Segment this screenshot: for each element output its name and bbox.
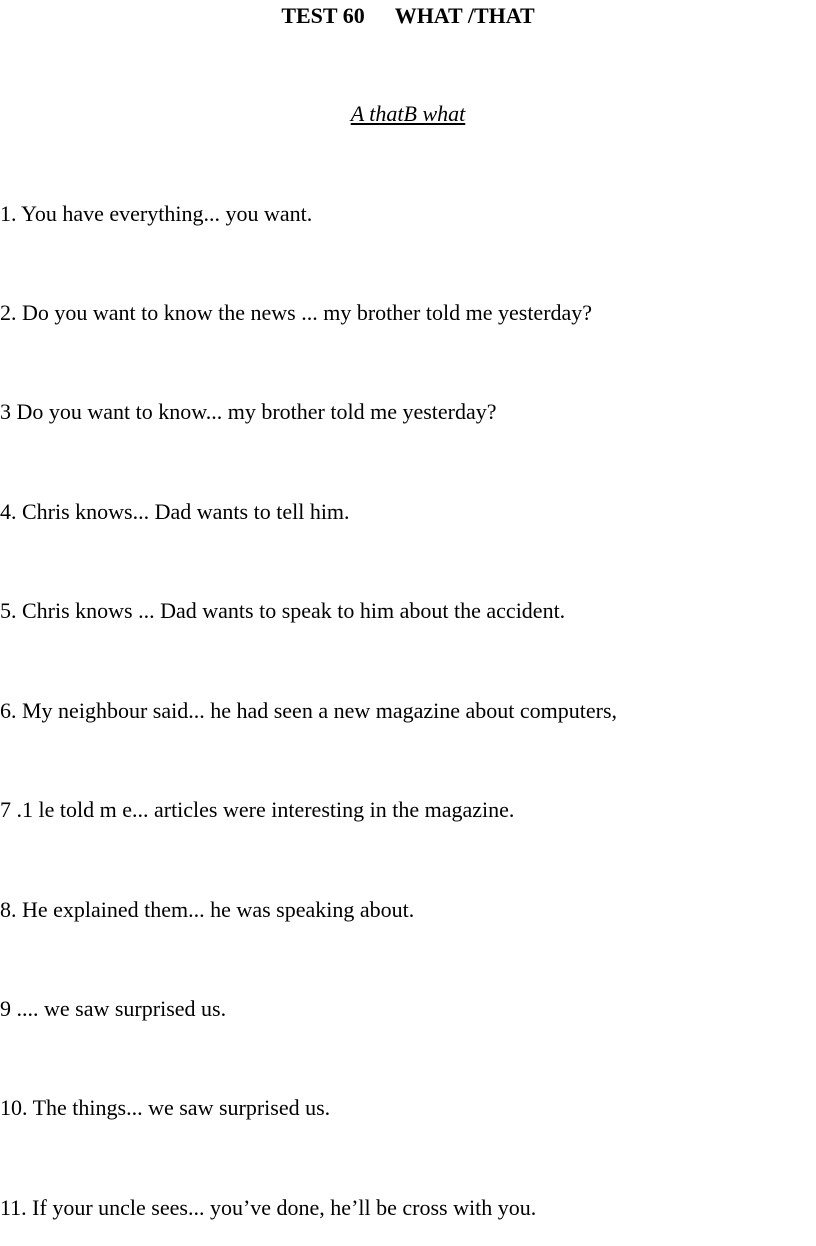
question-11: 11. If your uncle sees... you’ve done, he’ll be cross with you. xyxy=(0,1195,537,1220)
question-10: 10. The things... we saw surprised us. xyxy=(0,1095,331,1120)
question-3: 3 Do you want to know... my brother told me yesterday? xyxy=(0,399,497,424)
answer-options: A thatB what xyxy=(350,101,466,126)
question-5: 5. Chris knows ... Dad wants to speak to him about the accident. xyxy=(0,598,566,623)
question-6: 6. My neighbour said... he had seen a new magazine about computers, xyxy=(0,698,618,723)
test-number: TEST 60 xyxy=(281,3,365,28)
question-1: 1. You have everything... you want. xyxy=(0,201,313,226)
question-8: 8. He explained them... he was speaking about. xyxy=(0,897,415,922)
page-title xyxy=(0,2,816,30)
question-9: 9 .... we saw surprised us. xyxy=(0,996,227,1021)
question-4: 4. Chris knows... Dad wants to tell him. xyxy=(0,499,350,524)
test-topic: WHAT /THAT xyxy=(394,3,535,28)
question-2: 2. Do you want to know the news ... my brother told me yesterday? xyxy=(0,300,593,325)
question-7: 7 .1 le told m e... articles were interesting in the magazine. xyxy=(0,797,515,822)
